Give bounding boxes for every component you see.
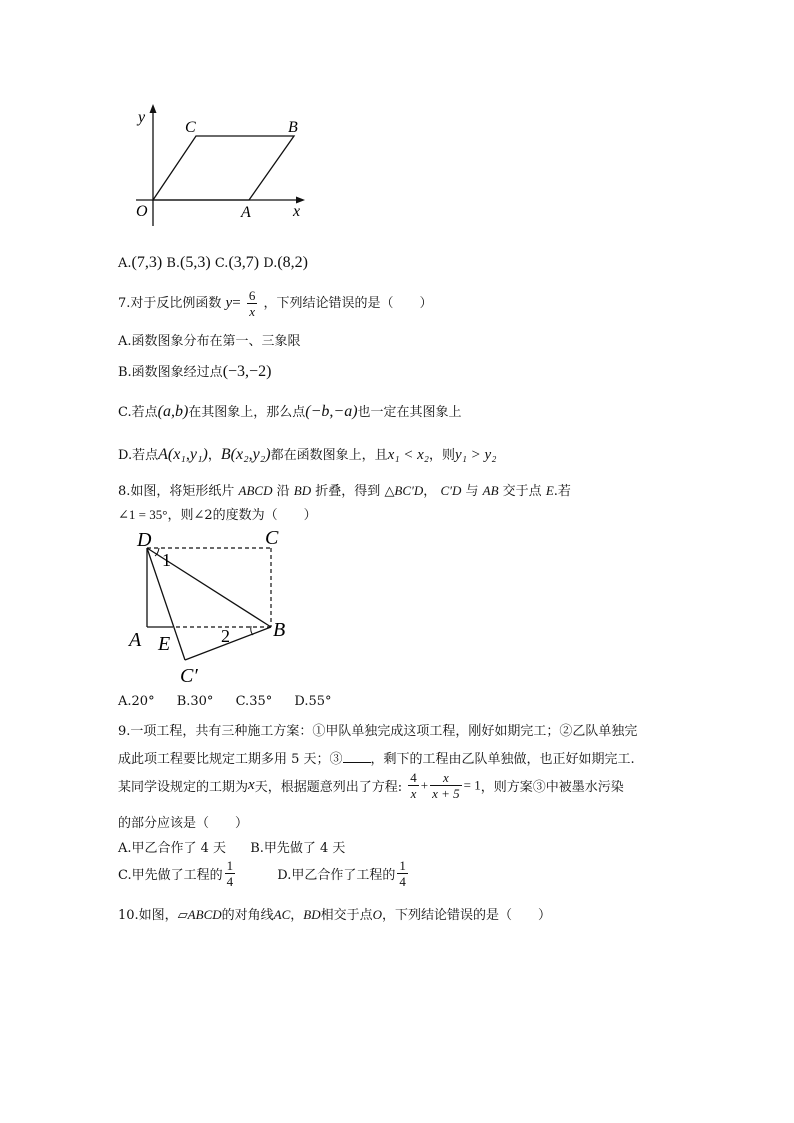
q7-option-c-prefix: C.若点	[118, 405, 158, 420]
q6-option-a-value: (7,3)	[131, 254, 163, 271]
q10-parallelogram: ▱ABCD	[177, 907, 222, 922]
q7-option-c-mid: 在其图象上，那么点	[188, 405, 306, 420]
q10-comma: ，	[290, 908, 304, 923]
q8-text-3: 折叠，得到	[315, 484, 381, 499]
q9-line3-c: ，则方案③中被墨水污染	[480, 780, 624, 795]
label-y: y	[138, 109, 146, 126]
q10-mid2: 相交于点	[320, 908, 373, 923]
q8-stem-line1	[118, 480, 571, 499]
label-O: O	[136, 203, 148, 220]
q7-option-d	[118, 444, 496, 464]
q9-frac2-num: x	[430, 770, 462, 786]
q6-option-b-letter: B.	[166, 256, 181, 271]
q6-option-c-letter: C.	[214, 256, 229, 271]
q8-e: E	[545, 483, 554, 498]
q7-option-d-then: ，则	[429, 448, 456, 463]
q9-option-d-frac	[397, 858, 408, 889]
q9-frac1-num: 4	[410, 770, 417, 785]
label-B: B	[273, 619, 286, 641]
q8-text-5: 与	[465, 484, 479, 499]
q9-line2	[118, 748, 635, 767]
label-A: A	[129, 629, 142, 651]
q9-option-c: C.甲先做了工程的	[118, 868, 223, 883]
q7-option-c-suffix: 也一定在其图象上	[357, 405, 462, 420]
q7-option-d-result: y₁ > y₂	[455, 447, 497, 463]
label-angle-2: 2	[221, 626, 230, 646]
label-angle-1: 1	[162, 550, 171, 570]
label-B: B	[288, 119, 298, 136]
q6-option-a-letter: A.	[118, 256, 132, 271]
label-A: A	[241, 204, 251, 221]
label-E: E	[158, 633, 171, 655]
q7-frac-num: 6	[248, 288, 256, 303]
q7-option-b-point: (−3,−2)	[222, 363, 272, 380]
q7-option-d-condition: x₁ < x₂	[387, 447, 430, 463]
q7-option-d-comma: ，	[207, 448, 221, 463]
q8-text-6: 交于点	[502, 484, 542, 499]
label-x: x	[293, 203, 301, 220]
q9-frac-2	[430, 770, 462, 801]
y-axis-arrow	[150, 104, 157, 113]
q10-o: O	[372, 907, 383, 922]
q9-line1: 9.一项工程，共有三种施工方案：①甲队单独完成这项工程，刚好如期完工；②乙队单独完	[118, 724, 638, 739]
q9-frac2-den: x + 5	[432, 786, 460, 801]
q9-option-a: A.甲乙合作了 4 天	[118, 841, 227, 856]
q8-text-8: ，则∠2的度数为（ ）	[167, 508, 317, 523]
q8-option-b: B.30°	[176, 694, 214, 709]
q6-option-d-value: (8,2)	[277, 254, 308, 271]
q8-options	[118, 694, 332, 709]
q8-text-1: 8.如图，将矩形纸片	[118, 484, 235, 499]
q9-option-d-num: 1	[399, 858, 406, 873]
q8-bd: BD	[293, 483, 312, 498]
q6-options	[118, 254, 308, 272]
q9-line3-b: 天，根据题意列出了方程:	[254, 780, 403, 795]
q8-text-7: .若	[553, 484, 571, 499]
label-C: C	[185, 119, 196, 136]
q7-option-c-point1: (a,b)	[157, 403, 189, 420]
q7-option-b-text: B.函数图象经过点	[118, 365, 223, 380]
q7-option-c	[118, 401, 462, 421]
q7-option-b	[118, 361, 271, 381]
q6-option-c-value: (3,7)	[228, 254, 260, 271]
q9-option-c-frac	[225, 858, 236, 889]
parallelogram-axes-figure	[128, 100, 313, 230]
q10-suffix: ，下列结论错误的是（ ）	[382, 908, 552, 923]
q8-ab: AB	[482, 483, 499, 498]
q9-options-cd	[118, 858, 410, 889]
folded-rectangle-figure	[125, 522, 295, 692]
q9-ink-blank	[343, 750, 371, 763]
q7-frac-den: x	[249, 304, 255, 319]
q10-bd: BD	[303, 907, 321, 922]
q7-stem-suffix: ，下列结论错误的是（ ）	[263, 296, 433, 311]
q10-ac: AC	[273, 907, 291, 922]
q9-line3	[118, 770, 624, 801]
q10-stem	[118, 904, 551, 923]
q8-angle1: ∠1 = 35°	[118, 507, 168, 522]
q9-option-c-den: 4	[226, 874, 234, 889]
q9-option-d-den: 4	[399, 874, 406, 889]
q9-line2-a: 成此项工程要比规定工期多用 5 天；③	[118, 752, 343, 767]
q9-frac1-den: x	[410, 786, 417, 801]
q7-option-d-prefix: D.若点	[118, 448, 159, 463]
q7-stem-prefix: 7.对于反比例函数	[118, 296, 222, 311]
q8-triangle: △BC′D	[384, 483, 424, 498]
label-C: C	[265, 527, 279, 549]
q9-options-ab	[118, 837, 345, 856]
q7-option-a: A.函数图象分布在第一、三象限	[118, 334, 301, 349]
q8-text-2: 沿	[276, 484, 290, 499]
q7-eq: =	[232, 295, 241, 311]
q9-frac-1	[408, 770, 419, 801]
q8-option-c: C.35°	[235, 694, 273, 709]
q9-option-c-num: 1	[226, 858, 234, 873]
q7-option-d-point-a: A(x₁,y₁)	[158, 446, 208, 463]
q6-option-b-value: (5,3)	[180, 254, 211, 271]
q7-option-c-point2: (−b,−a)	[305, 403, 358, 420]
q9-plus: +	[420, 777, 429, 793]
q9-line3-a: 某同学设规定的工期为	[118, 780, 249, 795]
q9-line2-b: ，剩下的工程由乙队单独做，也正好如期完工.	[370, 752, 635, 767]
q9-option-d: D.甲乙合作了工程的	[277, 868, 396, 883]
q8-abcd: ABCD	[238, 483, 273, 498]
q10-mid1: 的对角线	[221, 908, 274, 923]
q9-eq1: = 1	[463, 777, 481, 793]
q7-y-var: y	[225, 295, 233, 311]
q8-stem-line2	[118, 504, 317, 523]
q8-option-a: A.20°	[118, 694, 155, 709]
q8-cpd: C′D	[440, 483, 462, 498]
q7-stem	[118, 288, 432, 319]
q7-option-d-point-b: B(x₂,y₂)	[220, 446, 271, 463]
q9-line4: 的部分应该是（ ）	[118, 816, 249, 831]
q10-prefix: 10.如图，	[118, 908, 178, 923]
q9-x-var: x	[248, 777, 255, 793]
q6-option-d-letter: D.	[263, 256, 278, 271]
q8-option-d: D.55°	[294, 694, 332, 709]
q7-option-d-mid: 都在函数图象上，且	[270, 448, 388, 463]
q9-option-b: B.甲先做了 4 天	[250, 841, 346, 856]
parallelogram-OABC	[153, 136, 294, 200]
label-D: D	[137, 529, 152, 551]
q8-text-4: ，	[423, 484, 437, 499]
label-Cp: C′	[180, 665, 198, 687]
q7-fraction	[247, 288, 258, 319]
